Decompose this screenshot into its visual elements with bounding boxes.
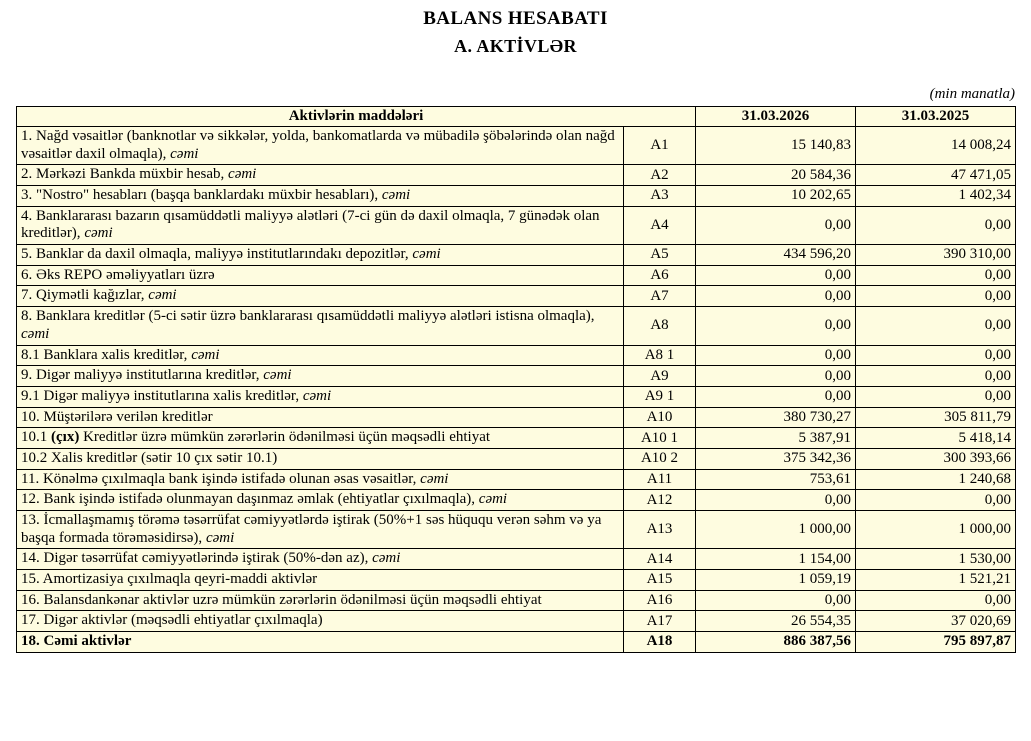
row-value-period-1: 434 596,20 [696, 245, 856, 266]
row-description: 13. İcmallaşmamış törəmə təsərrüfat cəmiyyətlərdə iştirak (50%+1 səs hüququ verən səhm və ya başqa formada törəməsidirsə), cəmi [17, 511, 624, 549]
row-description: 15. Amortizasiya çıxılmaqla qeyri-maddi aktivlər [17, 570, 624, 591]
row-code: A9 1 [624, 386, 696, 407]
row-value-period-2: 0,00 [856, 286, 1016, 307]
row-description: 4. Banklararası bazarın qısamüddətli maliyyə alətləri (7-ci gün də daxil olmaqla, 7 günədək olan kreditlər), cəmi [17, 206, 624, 244]
page-subtitle: A. AKTİVLƏR [454, 35, 577, 56]
table-row [17, 186, 1016, 207]
row-description: 9. Digər maliyyə institutlarına kreditlər, cəmi [17, 366, 624, 387]
row-code: A18 [624, 632, 696, 653]
row-code: A10 1 [624, 428, 696, 449]
document-page [0, 6, 1031, 741]
row-value-period-1: 0,00 [696, 307, 856, 345]
row-value-period-1: 10 202,65 [696, 186, 856, 207]
row-description: 14. Digər təsərrüfat cəmiyyətlərində iştirak (50%-dən az), cəmi [17, 549, 624, 570]
table-row [17, 611, 1016, 632]
row-value-period-2: 1 521,21 [856, 570, 1016, 591]
row-value-period-1: 375 342,36 [696, 448, 856, 469]
row-code: A5 [624, 245, 696, 266]
table-row [17, 407, 1016, 428]
row-description: 7. Qiymətli kağızlar, cəmi [17, 286, 624, 307]
table-row [17, 590, 1016, 611]
row-code: A16 [624, 590, 696, 611]
table-row [17, 345, 1016, 366]
row-value-period-1: 1 059,19 [696, 570, 856, 591]
row-description: 10.2 Xalis kreditlər (sətir 10 çıx sətir 10.1) [17, 448, 624, 469]
table-row [17, 632, 1016, 653]
row-value-period-1: 0,00 [696, 490, 856, 511]
row-value-period-2: 47 471,05 [856, 165, 1016, 186]
row-value-period-2: 0,00 [856, 366, 1016, 387]
row-value-period-1: 0,00 [696, 386, 856, 407]
row-description: 10.1 (çıx) Kreditlər üzrə mümkün zərərlərin ödənilməsi üçün məqsədli ehtiyat [17, 428, 624, 449]
row-code: A9 [624, 366, 696, 387]
row-code: A15 [624, 570, 696, 591]
row-value-period-2: 0,00 [856, 206, 1016, 244]
row-value-period-1: 380 730,27 [696, 407, 856, 428]
row-value-period-2: 1 240,68 [856, 469, 1016, 490]
table-row [17, 307, 1016, 345]
table-row [17, 448, 1016, 469]
table-header-row [17, 106, 1016, 126]
row-code: A7 [624, 286, 696, 307]
row-description: 8.1 Banklara xalis kreditlər, cəmi [17, 345, 624, 366]
row-code: A12 [624, 490, 696, 511]
row-value-period-1: 0,00 [696, 366, 856, 387]
row-value-period-2: 795 897,87 [856, 632, 1016, 653]
row-value-period-2: 5 418,14 [856, 428, 1016, 449]
row-value-period-1: 1 154,00 [696, 549, 856, 570]
row-value-period-1: 15 140,83 [696, 126, 856, 164]
table-row [17, 245, 1016, 266]
row-value-period-1: 886 387,56 [696, 632, 856, 653]
row-value-period-2: 390 310,00 [856, 245, 1016, 266]
row-value-period-2: 0,00 [856, 590, 1016, 611]
row-value-period-2: 1 402,34 [856, 186, 1016, 207]
column-header-period-1: 31.03.2026 [696, 106, 856, 126]
row-value-period-1: 26 554,35 [696, 611, 856, 632]
row-code: A6 [624, 265, 696, 286]
row-value-period-2: 0,00 [856, 345, 1016, 366]
row-description: 5. Banklar da daxil olmaqla, maliyyə institutlarındakı depozitlər, cəmi [17, 245, 624, 266]
row-value-period-1: 1 000,00 [696, 511, 856, 549]
row-code: A11 [624, 469, 696, 490]
row-value-period-1: 0,00 [696, 590, 856, 611]
row-code: A14 [624, 549, 696, 570]
row-description: 10. Müştərilərə verilən kreditlər [17, 407, 624, 428]
row-value-period-1: 0,00 [696, 345, 856, 366]
table-row [17, 549, 1016, 570]
table-row [17, 126, 1016, 164]
row-code: A3 [624, 186, 696, 207]
row-code: A10 [624, 407, 696, 428]
row-description: 16. Balansdankənar aktivlər uzrə mümkün zərərlərin ödənilməsi üçün məqsədli ehtiyat [17, 590, 624, 611]
row-value-period-2: 0,00 [856, 265, 1016, 286]
table-body [17, 126, 1016, 652]
table-row [17, 570, 1016, 591]
row-value-period-1: 0,00 [696, 286, 856, 307]
row-description: 17. Digər aktivlər (məqsədli ehtiyatlar çıxılmaqla) [17, 611, 624, 632]
row-value-period-2: 37 020,69 [856, 611, 1016, 632]
row-value-period-1: 5 387,91 [696, 428, 856, 449]
table-row [17, 206, 1016, 244]
row-value-period-2: 1 530,00 [856, 549, 1016, 570]
row-value-period-2: 14 008,24 [856, 126, 1016, 164]
row-description: 9.1 Digər maliyyə institutlarına xalis kreditlər, cəmi [17, 386, 624, 407]
row-description: 8. Banklara kreditlər (5-ci sətir üzrə banklararası qısamüddətli maliyyə alətləri istisna olmaqla), cəmi [17, 307, 624, 345]
row-value-period-2: 0,00 [856, 307, 1016, 345]
row-description: 1. Nağd vəsaitlər (banknotlar və sikkələr, yolda, bankomatlarda və mübadilə şöbələrində olan nağd vəsaitlər daxil olmaqla), cəmi [17, 126, 624, 164]
row-value-period-1: 753,61 [696, 469, 856, 490]
row-value-period-2: 300 393,66 [856, 448, 1016, 469]
column-header-description: Aktivlərin maddələri [17, 106, 696, 126]
table-row [17, 469, 1016, 490]
row-description: 6. Əks REPO əməliyyatları üzrə [17, 265, 624, 286]
table-row [17, 490, 1016, 511]
table-row [17, 428, 1016, 449]
page-title: BALANS HESABATI [423, 8, 608, 29]
row-value-period-2: 1 000,00 [856, 511, 1016, 549]
row-value-period-1: 20 584,36 [696, 165, 856, 186]
table-row [17, 286, 1016, 307]
table-row [17, 366, 1016, 387]
row-code: A10 2 [624, 448, 696, 469]
units-note: (min manatla) [929, 85, 1015, 102]
table-row [17, 165, 1016, 186]
row-code: A1 [624, 126, 696, 164]
row-description: 18. Cəmi aktivlər [17, 632, 624, 653]
row-code: A2 [624, 165, 696, 186]
row-description: 11. Könəlmə çıxılmaqla bank işində istifadə olunan əsas vəsaitlər, cəmi [17, 469, 624, 490]
row-code: A13 [624, 511, 696, 549]
table-row [17, 386, 1016, 407]
row-value-period-1: 0,00 [696, 265, 856, 286]
row-code: A8 1 [624, 345, 696, 366]
row-code: A17 [624, 611, 696, 632]
row-value-period-1: 0,00 [696, 206, 856, 244]
row-description: 3. "Nostro" hesabları (başqa banklardakı müxbir hesabları), cəmi [17, 186, 624, 207]
row-value-period-2: 305 811,79 [856, 407, 1016, 428]
row-value-period-2: 0,00 [856, 386, 1016, 407]
balance-sheet-table [16, 106, 1016, 653]
table-row [17, 511, 1016, 549]
row-value-period-2: 0,00 [856, 490, 1016, 511]
row-code: A4 [624, 206, 696, 244]
table-row [17, 265, 1016, 286]
row-description: 12. Bank işində istifadə olunmayan daşınmaz əmlak (ehtiyatlar çıxılmaqla), cəmi [17, 490, 624, 511]
column-header-period-2: 31.03.2025 [856, 106, 1016, 126]
row-code: A8 [624, 307, 696, 345]
row-description: 2. Mərkəzi Bankda müxbir hesab, cəmi [17, 165, 624, 186]
